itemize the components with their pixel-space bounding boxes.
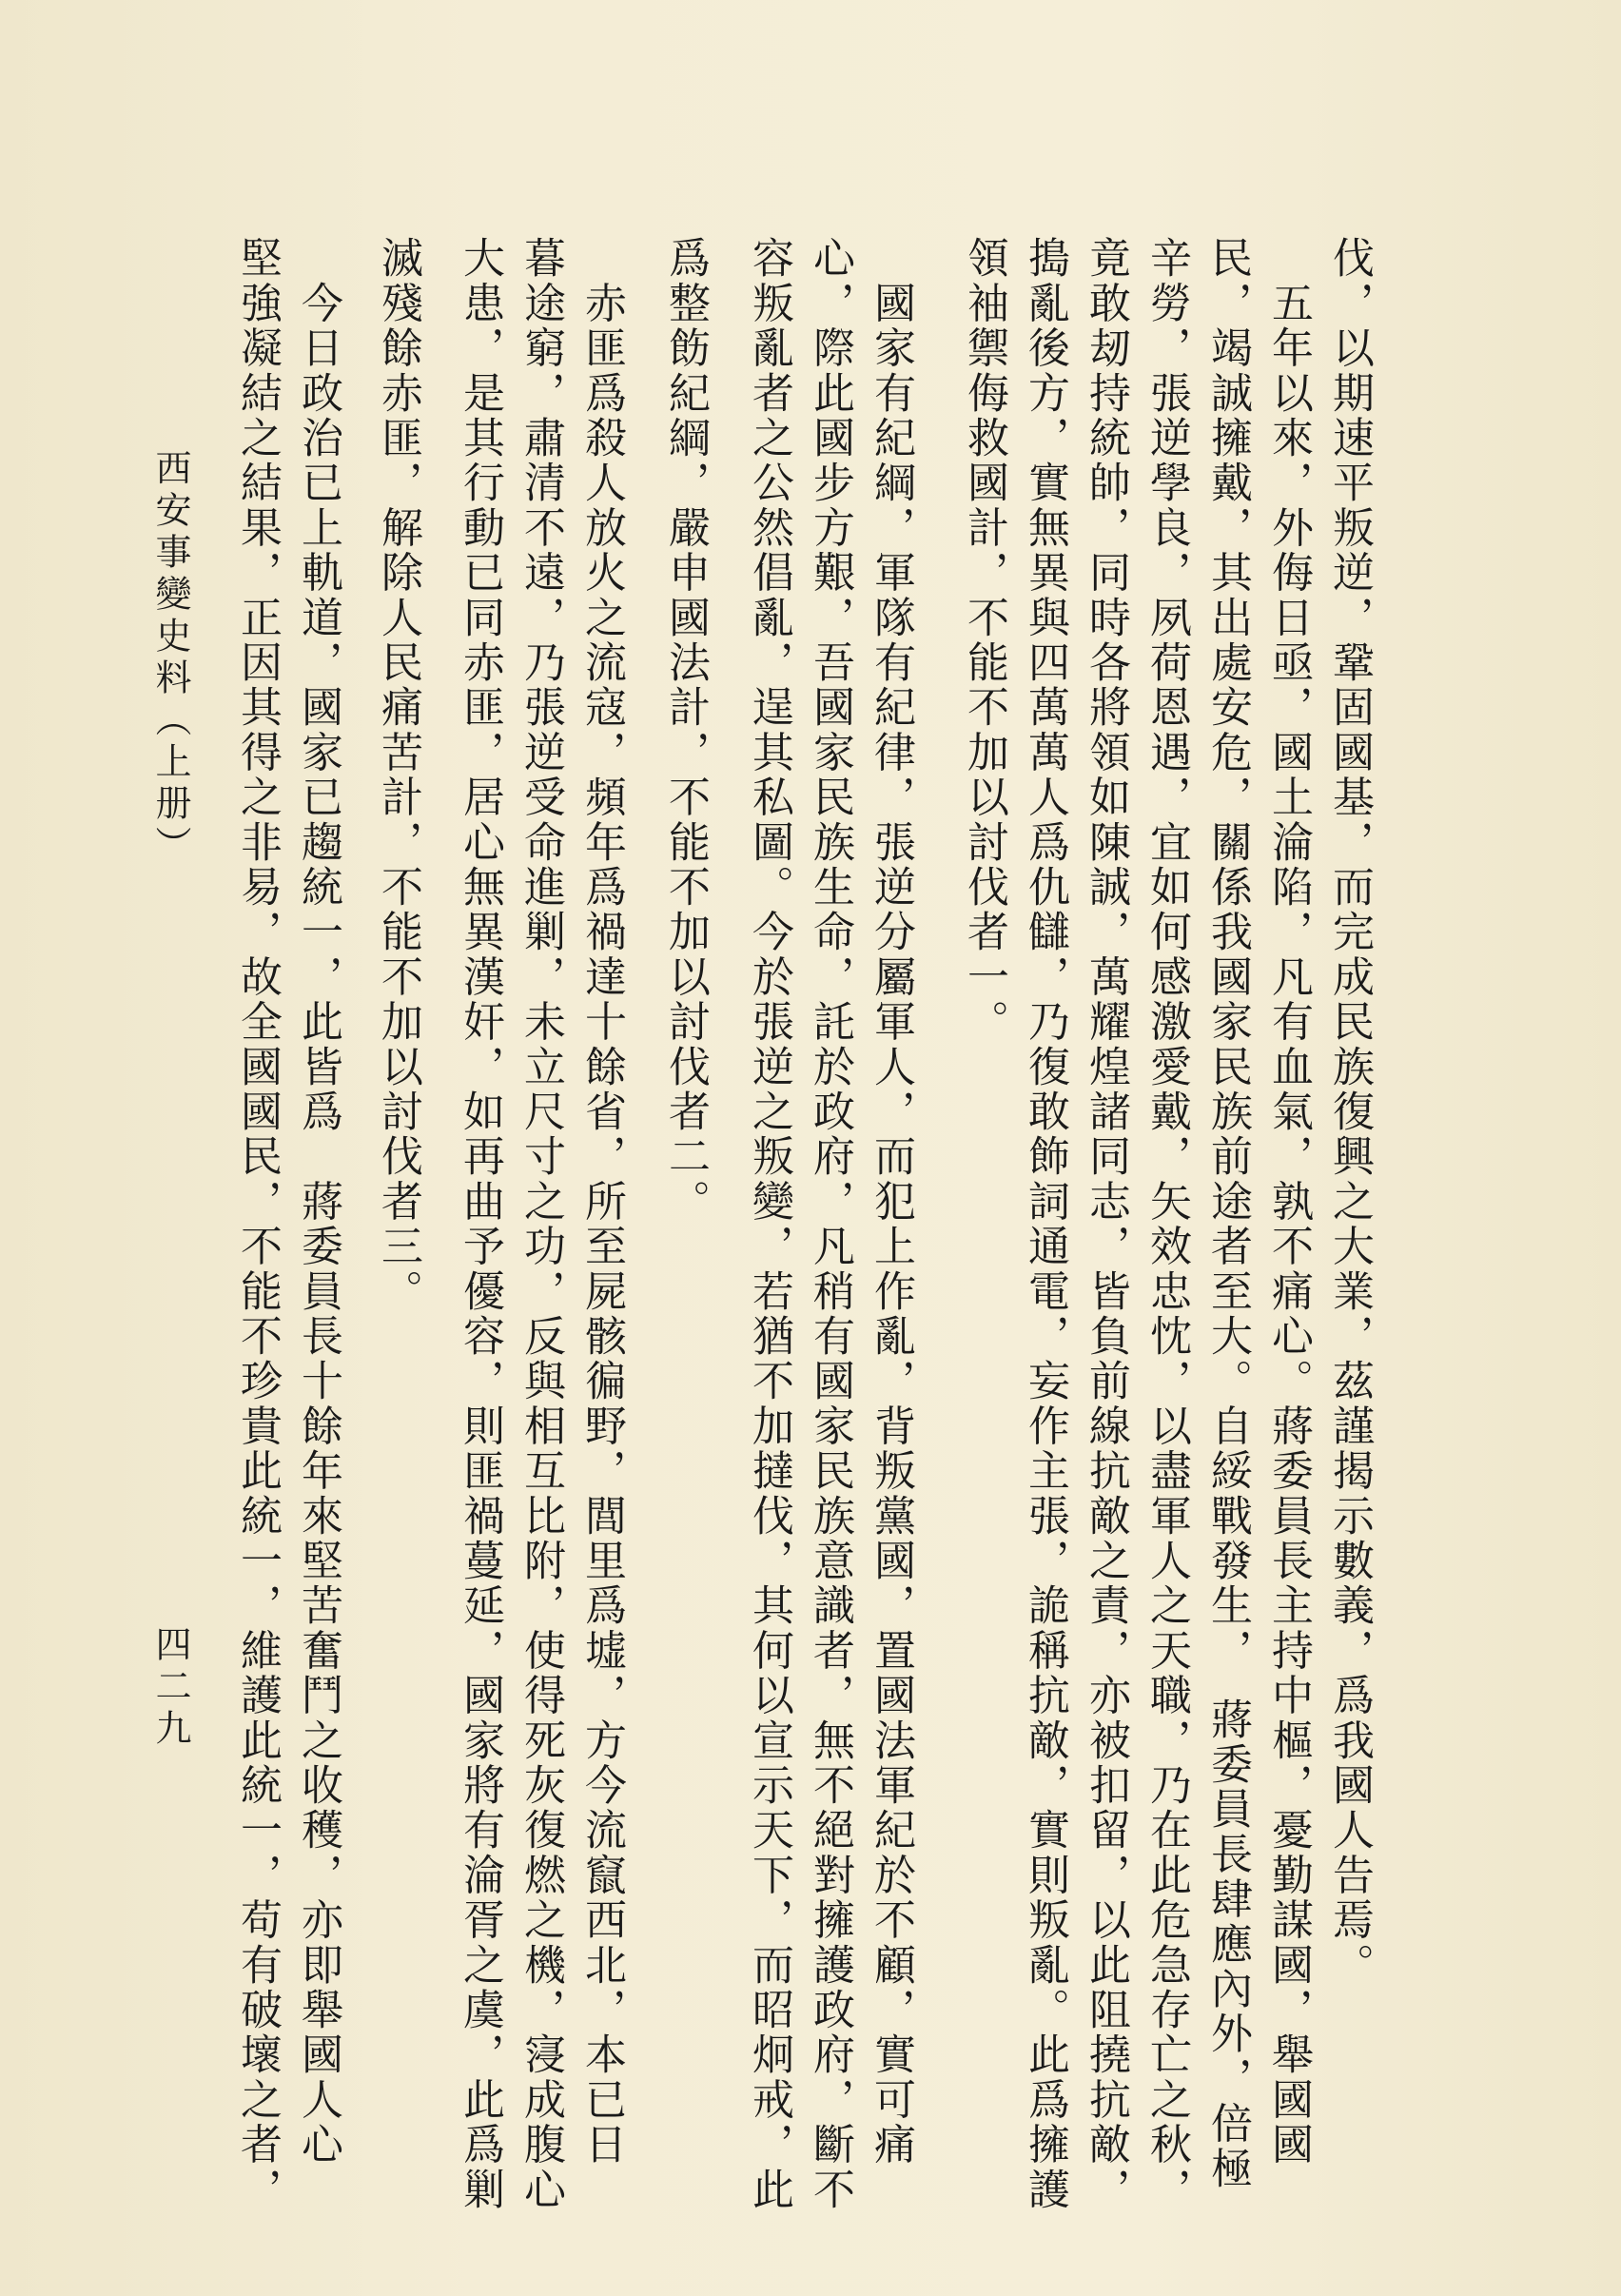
text-column: 搗亂後方，實無異與四萬萬人爲仇讎，乃復敢飾詞通電，妄作主張，詭稱抗敵，實則叛亂。此爲擁護 [1021,236,1069,2212]
text-column: 領袖禦侮救國計，不能不加以討伐者一。 [960,236,1008,1045]
text-column: 赤匪爲殺人放火之流寇，頻年爲禍達十餘省，所至屍骸徧野，閭里爲墟，方今流竄西北，本已日 [577,236,626,2168]
text-column: 容叛亂者之公然倡亂，逞其私圖。今於張逆之叛變，若猶不加撻伐，其何以宣示天下，而昭炯戒，此 [745,236,793,2212]
text-column: 民，竭誠擁戴，其出處安危，關係我國家民族前途者至大。自綏戰發生， 蔣委員長肆應內外，倍極 [1203,236,1252,2191]
book-title: 西安事變史料（上册） [149,449,191,868]
text-column: 爲整飭紀綱，嚴申國法計，不能不加以討伐者二。 [661,236,710,1225]
text-column: 辛勞，張逆學良，夙荷恩遇，宜如何感激愛戴，矢效忠忱，以盡軍人之天職，乃在此危急存亡之秋， [1143,236,1191,2212]
text-column: 伐，以期速平叛逆，鞏固國基，而完成民族復興之大業，茲謹揭示數義，爲我國人告焉。 [1325,236,1374,1988]
page-number: 四二九 [149,1625,191,1751]
text-column: 竟敢刼持統帥，同時各將領如陳誠，萬耀煌諸同志，皆負前線抗敵之責，亦被扣留，以此阻撓抗敵， [1082,236,1130,2212]
text-column: 滅殘餘赤匪，解除人民痛苦計，不能不加以討伐者三。 [374,236,422,1314]
text-column: 大患，是其行動已同赤匪，居心無異漢奸，如再曲予優容，則匪禍蔓延，國家將有淪胥之虞，此爲剿 [456,236,504,2212]
text-column: 暮途窮，肅清不遠，乃張逆受命進剿，未立尺寸之功，反與相互比附，使得死灰復燃之機，寖成腹心 [517,236,565,2212]
text-column: 今日政治已上軌道，國家已趨統一，此皆爲 蔣委員長十餘年來堅苦奮鬥之收穫，亦即舉國人心 [294,236,342,2168]
text-column: 國家有紀綱，軍隊有紀律，張逆分屬軍人，而犯上作亂，背叛黨國，置國法軍紀於不顧，實可痛 [867,236,915,2168]
text-column: 心，際此國步方艱，吾國家民族生命，託於政府，凡稍有國家民族意識者，無不絕對擁護政府，斷不 [806,236,854,2212]
text-column: 堅強凝結之結果，正因其得之非易，故全國國民，不能不珍貴此統一，維護此統一，苟有破壞之者， [233,236,282,2212]
text-column: 五年以來，外侮日亟，國土淪陷，凡有血氣，孰不痛心。蔣委員長主持中樞，憂勤謀國，舉國國 [1264,236,1313,2168]
